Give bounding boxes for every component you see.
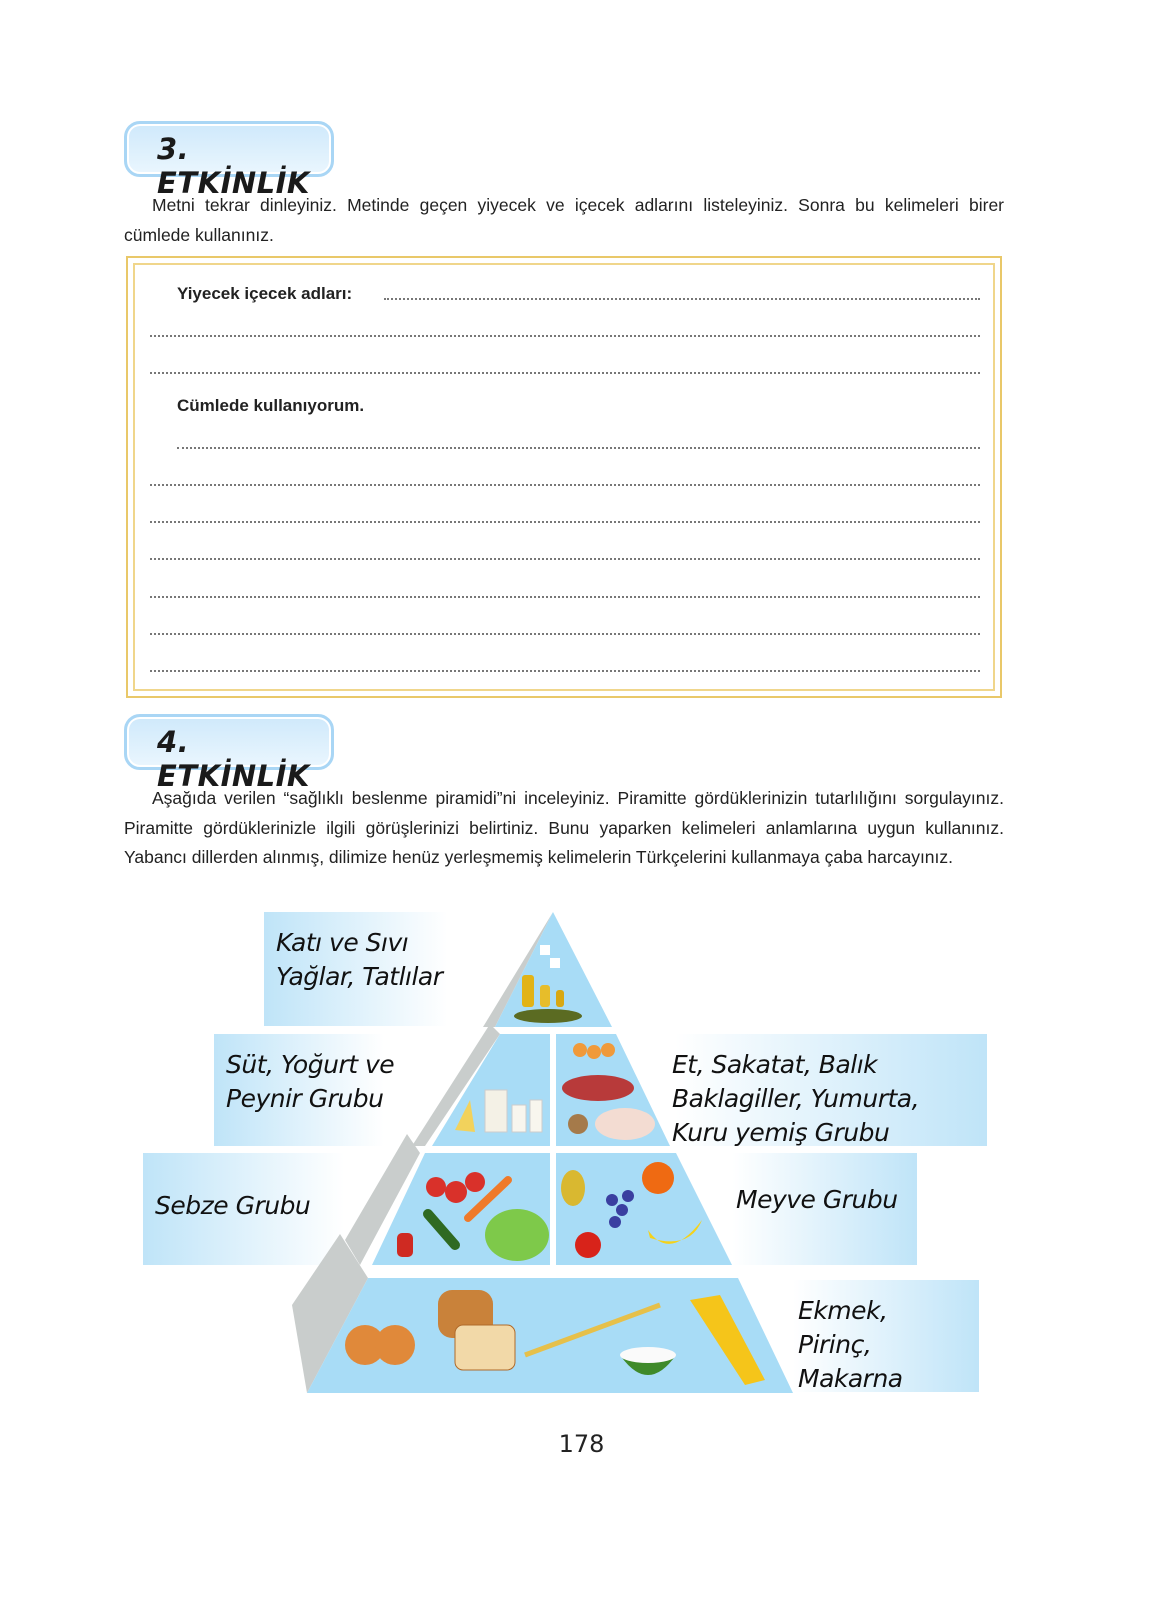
label-protein: Et, Sakatat, Balık Baklagiller, Yumurta, Kuru yemiş Grubu bbox=[620, 1034, 987, 1146]
activity-4-instruction: Aşağıda verilen “sağlıklı beslenme piramidi”ni inceleyiniz. Piramitte gördüklerinizin tutarlılığını sorgulayınız. Piramitte gördüklerinizle ilgili görüşlerinizi belirtiniz. Bunu yaparken kelimeleri anlamlarına uygun kullanınız. Yabancı dillerden alınmış, dilimize henüz yerleşmemiş kelimelerin Türkçelerini kullanmaya çaba harcayınız. bbox=[124, 788, 1004, 867]
sentences-label: Cümlede kullanıyorum. bbox=[177, 396, 365, 415]
activity-3-title: 3. ETKİNLİK bbox=[157, 132, 310, 200]
food-names-label: Yiyecek içecek adları: bbox=[177, 284, 353, 303]
page-number: 178 bbox=[558, 1430, 605, 1458]
activity-4-title: 4. ETKİNLİK bbox=[157, 725, 310, 793]
label-fats-sweets: Katı ve Sıvı Yağlar, Tatlılar bbox=[264, 912, 480, 1026]
label-fruits: Meyve Grubu bbox=[700, 1153, 917, 1265]
label-vegetables: Sebze Grubu bbox=[143, 1153, 380, 1265]
label-grains: Ekmek, Pirinç, Makarna bbox=[760, 1280, 979, 1392]
label-dairy: Süt, Yoğurt ve Peynir Grubu bbox=[214, 1034, 414, 1146]
activity-3-instruction: Metni tekrar dinleyiniz. Metinde geçen yiyecek ve içecek adlarını listeleyiniz. Sonra bu kelimeleri birer cümlede kullanınız. bbox=[124, 195, 1004, 245]
